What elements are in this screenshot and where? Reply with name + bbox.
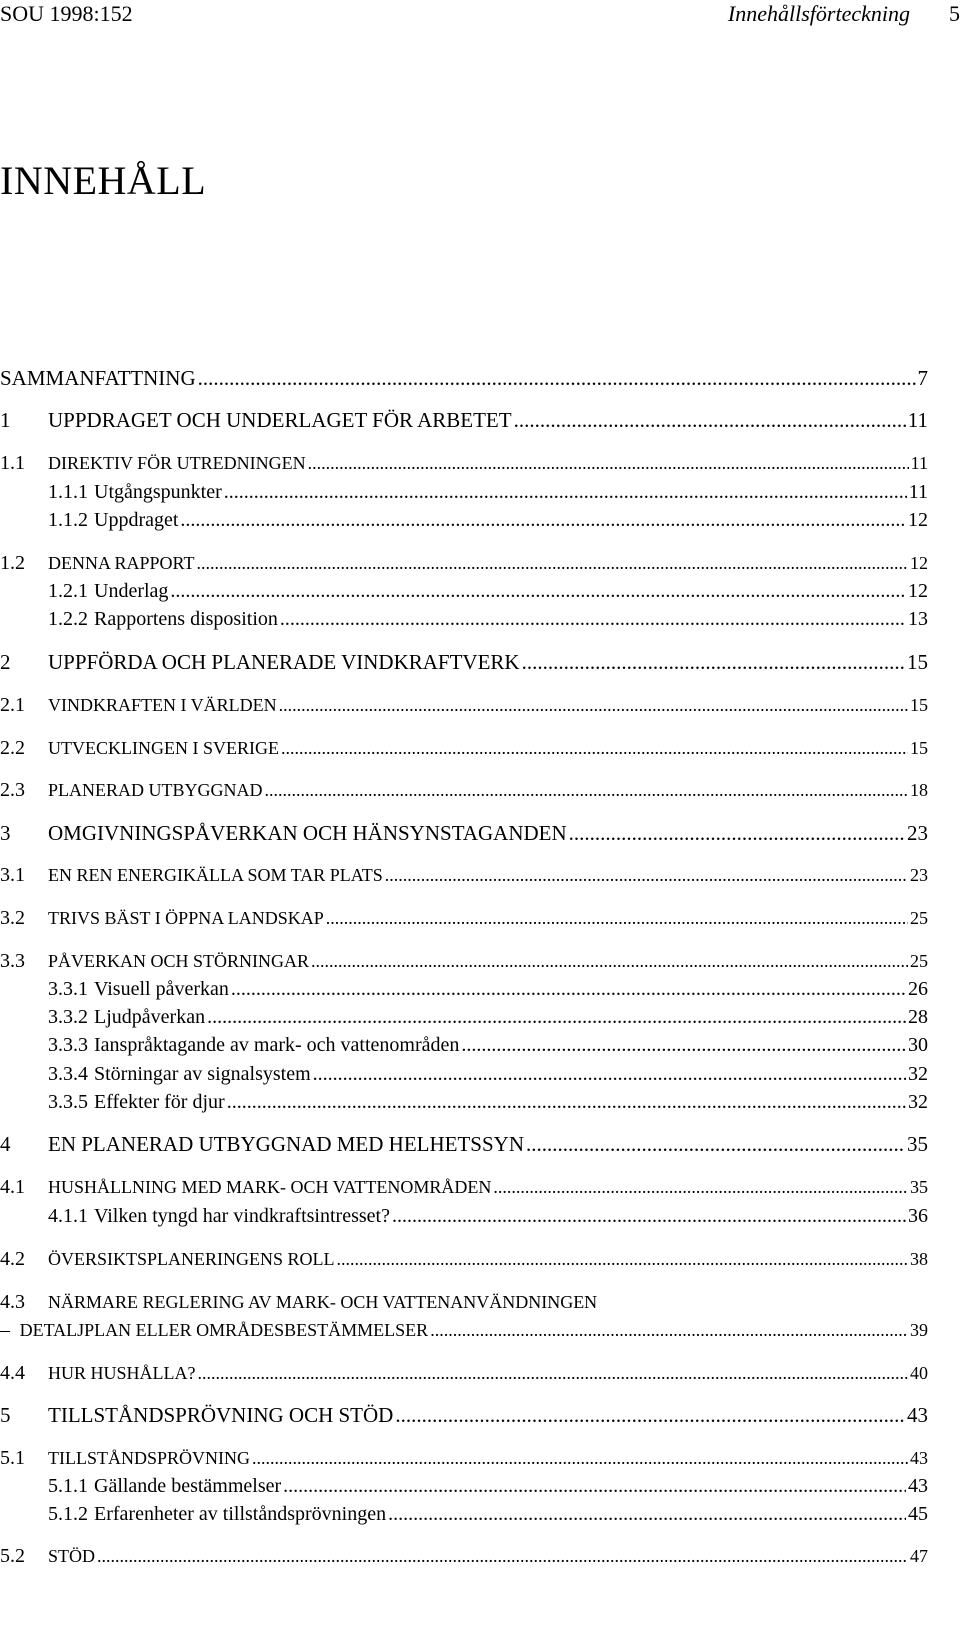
toc-entry[interactable] (0, 452, 928, 475)
dot-leader (207, 1006, 906, 1029)
toc-title: ÖVERSIKTSPLANERINGENS ROLL (48, 1249, 335, 1269)
toc-title: SAMMANFATTNING (0, 366, 196, 390)
toc-title: Visuell påverkan (94, 978, 229, 1000)
dot-leader (522, 650, 905, 675)
dot-leader (526, 1132, 905, 1157)
toc-title: NÄRMARE REGLERING AV MARK- OCH VATTENANVÄNDNINGEN (48, 1292, 598, 1312)
dot-leader (97, 1546, 908, 1567)
toc-entry[interactable] (0, 1063, 928, 1086)
toc-entry[interactable] (0, 821, 928, 846)
dot-leader (281, 738, 908, 759)
toc-number: 5.1.1 (48, 1475, 88, 1497)
toc-entry[interactable] (0, 1447, 928, 1470)
toc-entry[interactable] (0, 1291, 928, 1314)
dot-leader (311, 951, 908, 972)
toc-page: 11 (907, 408, 928, 432)
toc-entry[interactable] (0, 1545, 928, 1568)
toc-page: 39 (910, 1320, 928, 1340)
dot-leader (385, 865, 908, 886)
dot-leader (198, 1363, 909, 1384)
toc-page: 40 (910, 1363, 928, 1383)
dot-leader (313, 1063, 906, 1086)
toc-page: 12 (908, 509, 928, 531)
toc-entry[interactable] (0, 1503, 928, 1526)
toc-page: 35 (910, 1177, 928, 1197)
dot-leader (569, 821, 905, 846)
toc-dash: – (0, 1319, 10, 1341)
toc-page: 36 (908, 1205, 928, 1227)
toc-page: 28 (908, 1006, 928, 1028)
toc-entry[interactable] (0, 552, 928, 575)
toc-page: 23 (907, 821, 928, 845)
dot-leader (252, 1448, 908, 1469)
dot-leader (227, 1091, 906, 1114)
toc-page: 26 (908, 978, 928, 1000)
toc-title: STÖD (48, 1546, 96, 1566)
toc-title: UTVECKLINGEN I SVERIGE (48, 738, 279, 758)
toc-number: 1.1.2 (48, 509, 88, 531)
toc-number: 1.2.2 (48, 608, 88, 630)
toc-number: 5 (0, 1403, 11, 1427)
dot-leader (196, 553, 908, 574)
toc-number: 1.2 (0, 552, 25, 574)
toc-number: 3.3 (0, 950, 25, 972)
toc-entry[interactable] (0, 864, 928, 887)
toc-page: 11 (910, 453, 928, 473)
toc-number: 2.2 (0, 737, 25, 759)
toc-number: 3.3.1 (48, 978, 88, 1000)
toc-title: Erfarenheter av tillståndsprövningen (94, 1503, 387, 1525)
toc-entry[interactable] (0, 1475, 928, 1498)
page-number: 5 (949, 1, 960, 26)
toc-page: 25 (910, 951, 928, 971)
toc-title: Utgångspunkter (94, 481, 222, 503)
toc-title: EN REN ENERGIKÄLLA SOM TAR PLATS (48, 865, 383, 885)
toc-title: Underlag (94, 580, 169, 602)
toc-entry[interactable] (0, 1403, 928, 1428)
dot-leader (279, 695, 908, 716)
toc-entry[interactable] (0, 580, 928, 603)
toc-entry[interactable] (0, 1006, 928, 1029)
toc-entry[interactable] (0, 1091, 928, 1114)
toc-title: PÅVERKAN OCH STÖRNINGAR (48, 951, 310, 971)
toc-page: 11 (908, 481, 928, 503)
toc-page: 7 (917, 366, 928, 390)
toc-page: 47 (910, 1546, 928, 1566)
toc-entry[interactable] (0, 737, 928, 760)
toc-page: 23 (910, 865, 928, 885)
toc-entry[interactable] (0, 1205, 928, 1228)
toc-number: 5.1.2 (48, 1503, 88, 1525)
toc-entry[interactable] (0, 907, 928, 930)
toc-number: 1.1.1 (48, 481, 88, 503)
toc-title: EN PLANERAD UTBYGGNAD MED HELHETSSYN (48, 1132, 524, 1156)
dot-leader (493, 1177, 908, 1198)
dot-leader (231, 978, 906, 1001)
toc-number: 4.4 (0, 1362, 25, 1384)
toc-title: Effekter för djur (94, 1091, 225, 1113)
toc-number: 3.3.4 (48, 1063, 88, 1085)
toc-number: 3.1 (0, 864, 25, 886)
toc-page: 43 (908, 1475, 928, 1497)
toc-title: HUSHÅLLNING MED MARK- OCH VATTENOMRÅDEN (48, 1177, 492, 1197)
dot-leader (308, 453, 909, 474)
dot-leader (326, 908, 908, 929)
toc-entry[interactable] (0, 408, 928, 433)
toc-title: UPPFÖRDA OCH PLANERADE VINDKRAFTVERK (48, 650, 520, 674)
toc-number: 1 (0, 408, 11, 432)
toc-page: 12 (910, 553, 928, 573)
toc-entry[interactable] (0, 779, 928, 802)
toc-number: 1.2.1 (48, 580, 88, 602)
toc-entry[interactable] (0, 1319, 928, 1342)
dot-leader (395, 1403, 905, 1428)
toc-title: TILLSTÅNDSPRÖVNING OCH STÖD (48, 1403, 394, 1427)
section-title: Innehållsförteckning (727, 1, 910, 26)
toc-entry[interactable] (0, 978, 928, 1001)
toc-title: Rapportens disposition (94, 608, 278, 630)
toc-entry[interactable] (0, 694, 928, 717)
toc-number: 1.1 (0, 452, 25, 474)
toc-page: 12 (908, 580, 928, 602)
toc-page: 13 (908, 608, 928, 630)
toc-entry[interactable] (0, 1132, 928, 1157)
toc-number: 3.3.2 (48, 1006, 88, 1028)
toc-page: 25 (910, 908, 928, 928)
toc-page: 30 (908, 1034, 928, 1056)
toc-title: VINDKRAFTEN I VÄRLDEN (48, 695, 277, 715)
toc-number: 2.3 (0, 779, 25, 801)
toc-title: DETALJPLAN ELLER OMRÅDESBESTÄMMELSER (19, 1320, 429, 1340)
dot-leader (198, 366, 916, 391)
dot-leader (514, 408, 906, 433)
toc-number: 3 (0, 821, 11, 845)
toc-number: 3.2 (0, 907, 25, 929)
toc-number: 4 (0, 1132, 11, 1156)
toc-title: Gällande bestämmelser (94, 1475, 282, 1497)
dot-leader (280, 608, 906, 631)
toc-page: 15 (910, 695, 928, 715)
running-header (0, 0, 960, 30)
dot-leader (461, 1034, 906, 1057)
toc-title: UPPDRAGET OCH UNDERLAGET FÖR ARBETET (48, 408, 512, 432)
toc-entry[interactable] (0, 509, 928, 532)
toc-page: 45 (908, 1503, 928, 1525)
toc-entry[interactable] (0, 1362, 928, 1385)
toc-title: OMGIVNINGSPÅVERKAN OCH HÄNSYNSTAGANDEN (48, 821, 567, 845)
page-title: INNEHÅLL (0, 158, 207, 203)
toc-title: TILLSTÅNDSPRÖVNING (48, 1448, 250, 1468)
toc-entry[interactable] (0, 1034, 928, 1057)
toc-number: 5.1 (0, 1447, 25, 1469)
dot-leader (265, 780, 909, 801)
toc-entry[interactable] (0, 650, 928, 675)
dot-leader (392, 1205, 906, 1228)
dot-leader (170, 580, 906, 603)
toc-title: PLANERAD UTBYGGNAD (48, 780, 263, 800)
dot-leader (180, 509, 906, 532)
toc-entry[interactable] (0, 1248, 928, 1271)
toc-number: 4.1.1 (48, 1205, 88, 1227)
toc-page: 15 (910, 738, 928, 758)
toc-entry[interactable] (0, 950, 928, 973)
toc-page: 35 (907, 1132, 928, 1156)
toc-title: DENNA RAPPORT (48, 553, 195, 573)
toc-number: 2 (0, 650, 11, 674)
toc-page: 43 (907, 1403, 928, 1427)
toc-page: 32 (908, 1063, 928, 1085)
dot-leader (388, 1503, 906, 1526)
toc-title: HUR HUSHÅLLA? (48, 1363, 196, 1383)
toc-number: 2.1 (0, 694, 25, 716)
toc-number: 3.3.5 (48, 1091, 88, 1113)
toc-title: Störningar av signalsystem (94, 1063, 311, 1085)
toc-page: 38 (910, 1249, 928, 1269)
toc-number: 4.2 (0, 1248, 25, 1270)
toc-number: 5.2 (0, 1545, 25, 1567)
toc-number: 4.3 (0, 1291, 25, 1313)
toc-number: 4.1 (0, 1176, 25, 1198)
toc-title: Vilken tyngd har vindkraftsintresset? (94, 1205, 390, 1227)
toc-entry[interactable] (0, 608, 928, 631)
toc-title: Uppdraget (94, 509, 179, 531)
toc-page: 18 (910, 780, 928, 800)
toc-entry[interactable] (0, 366, 928, 391)
toc-page: 15 (907, 650, 928, 674)
toc-title: Ljudpåverkan (94, 1006, 206, 1028)
toc-entry[interactable] (0, 1176, 928, 1199)
dot-leader (224, 481, 907, 504)
toc-entry[interactable] (0, 481, 928, 504)
dot-leader (430, 1320, 908, 1341)
toc-number: 3.3.3 (48, 1034, 88, 1056)
toc-title: DIREKTIV FÖR UTREDNINGEN (48, 453, 306, 473)
toc-title: Ianspråktagande av mark- och vattenområden (94, 1034, 460, 1056)
dot-leader (337, 1249, 908, 1270)
report-id: SOU 1998:152 (0, 1, 133, 26)
dot-leader (283, 1475, 906, 1498)
toc-page: 43 (910, 1448, 928, 1468)
toc-title: TRIVS BÄST I ÖPPNA LANDSKAP (48, 908, 324, 928)
toc-page: 32 (908, 1091, 928, 1113)
